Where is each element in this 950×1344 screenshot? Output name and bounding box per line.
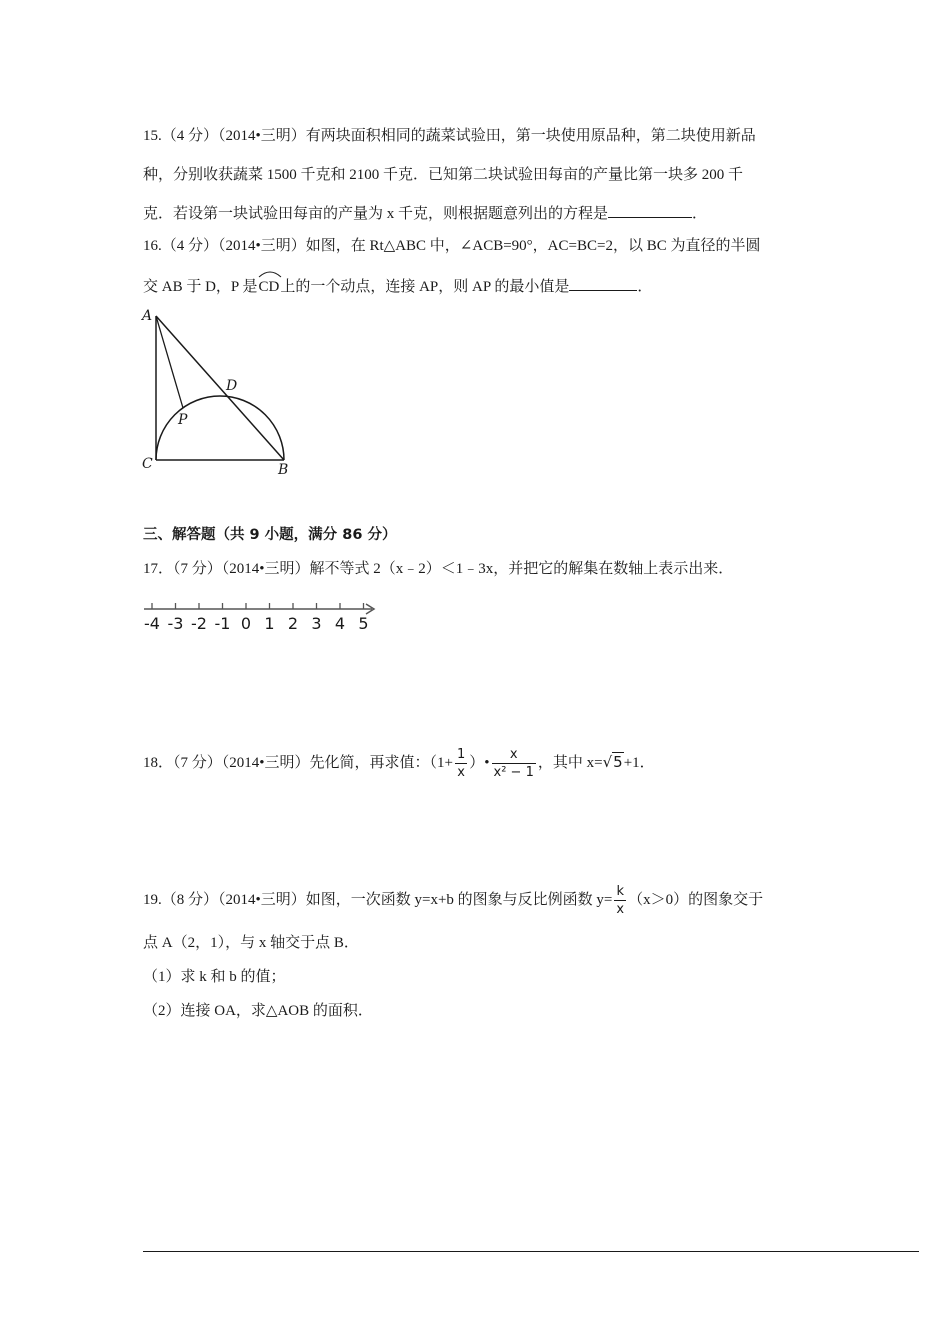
point-b-label: B	[278, 462, 289, 478]
q19-part-1: （1）求 k 和 b 的值；	[143, 969, 286, 985]
q19-fraction-num: k	[614, 883, 626, 901]
number-line-label: -1	[214, 614, 231, 633]
q17-text: 17．（7 分）（2014•三明）解不等式 2（x﹣2）＜1﹣3x，并把它的解集在数轴上表示出来．	[143, 561, 734, 577]
q15-line-3	[143, 203, 707, 224]
q16-triangle-figure	[140, 300, 300, 485]
segment-ap	[156, 316, 183, 408]
q19-line-1	[143, 883, 763, 918]
q18-fraction-2-den: x² − 1	[493, 765, 534, 780]
number-line-label: 2	[287, 614, 299, 633]
number-line-label: -4	[144, 614, 160, 633]
q16-line-2-end: ．	[637, 279, 653, 295]
q18-text-mid: ）•	[469, 754, 490, 771]
number-line-label: -3	[167, 614, 184, 633]
q15-line-2: 种，分别收获蔬菜 1500 千克和 2100 千克．已知第二块试验田每亩的产量比第一块多 200 千	[143, 167, 744, 183]
q16-line-2-mid: 上的一个动点，连接 AP，则 AP 的最小值是	[280, 279, 570, 295]
point-a-label: A	[142, 308, 153, 324]
q16-line-2	[143, 273, 652, 297]
q18-fraction-1-num: 1	[456, 747, 466, 762]
point-p-label: P	[178, 412, 188, 428]
q18-fraction-2	[492, 746, 536, 781]
q18-sqrt: √5	[602, 752, 623, 771]
number-line-label: 1	[264, 614, 275, 633]
q15-line-3-end: ．	[692, 206, 708, 222]
q18-condition: ，其中 x=	[537, 754, 603, 771]
q16-line-2-text: 交 AB 于 D，P 是	[143, 279, 258, 295]
footer-rule	[143, 1251, 919, 1252]
q15-line-3-text: 克．若设第一块试验田每亩的产量为 x 千克，则根据题意列出的方程是	[143, 206, 609, 222]
section-3-heading: 三、解答题（共 9 小题，满分 86 分）	[143, 527, 397, 543]
q18-line	[143, 746, 655, 781]
q16-line-1: 16.（4 分）（2014•三明）如图，在 Rt△ABC 中，∠ACB=90°，AC=BC=2，以 BC 为直径的半圆	[143, 238, 761, 254]
q18-fraction-1	[455, 746, 467, 781]
number-line-label: 0	[240, 614, 252, 633]
q19-fraction	[614, 883, 626, 918]
number-line-label: -2	[191, 614, 207, 633]
number-line-label: 3	[311, 614, 322, 633]
q15-answer-blank	[608, 203, 692, 218]
q16-answer-blank	[569, 276, 637, 291]
q19-line-1-text: 19.（8 分）（2014•三明）如图，一次函数 y=x+b 的图象与反比例函数 y=	[143, 891, 613, 908]
semicircle-bc	[156, 396, 284, 460]
q18-text: 18．（7 分）（2014•三明）先化简，再求值：（1+	[143, 754, 453, 771]
q19-line-1-end: （x＞0）的图象交于	[628, 891, 764, 908]
q19-fraction-den: x	[616, 902, 625, 917]
q18-fraction-2-num: x	[492, 746, 536, 764]
q19-line-2: 点 A（2，1），与 x 轴交于点 B．	[143, 935, 359, 951]
point-c-label: C	[142, 456, 153, 472]
arc-symbol-icon	[258, 269, 282, 278]
number-line-label: 5	[358, 614, 369, 633]
arc-cd-label: CD	[258, 279, 280, 295]
q18-text-end: +1．	[623, 754, 655, 771]
q19-part-2: （2）连接 OA，求△AOB 的面积．	[143, 1003, 373, 1019]
q17-number-line	[140, 598, 390, 634]
q18-sqrt-radicand: 5	[613, 752, 623, 771]
arc-cd-notation	[258, 273, 279, 297]
q15-line-1: 15.（4 分）（2014•三明）有两块面积相同的蔬菜试验田，第一块使用原品种，第二块使用新品	[143, 128, 756, 144]
q18-fraction-1-den: x	[457, 765, 465, 780]
point-d-label: D	[226, 378, 238, 394]
number-line-label: 4	[334, 614, 346, 633]
segment-ab	[156, 316, 284, 460]
